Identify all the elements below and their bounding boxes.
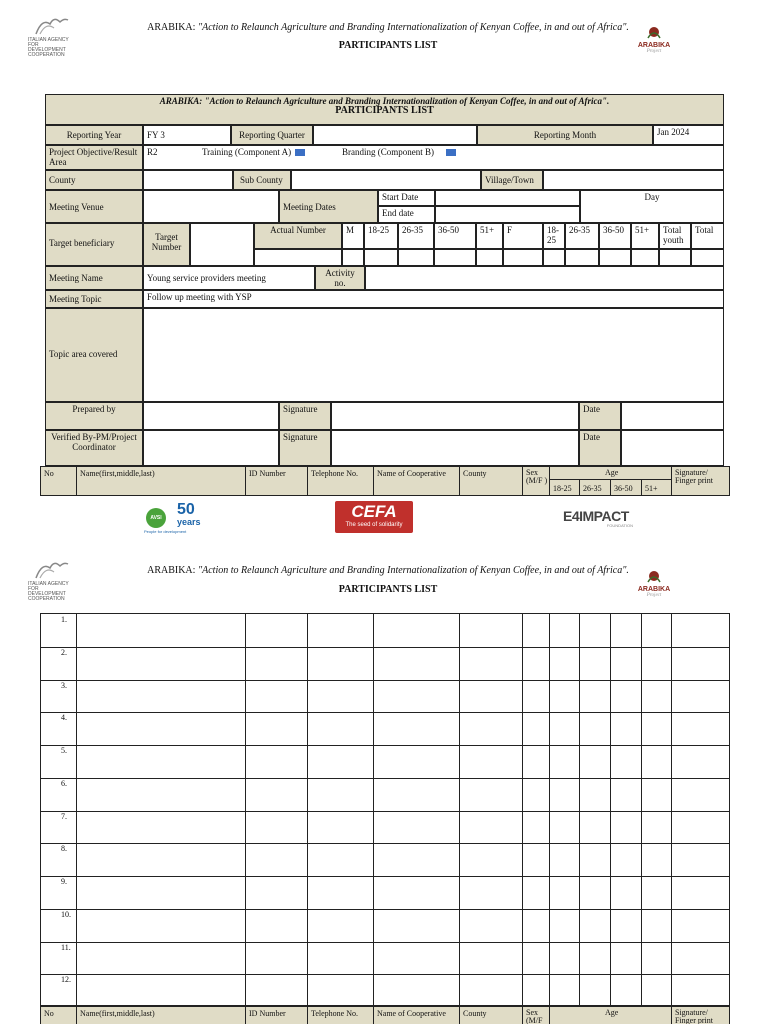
e4impact-name: E4IMPACT (563, 508, 629, 524)
total-field[interactable] (691, 249, 724, 266)
col-age-header: Age (605, 1008, 619, 1017)
col-age-26-35-header: 26-35 (583, 484, 602, 493)
meeting-name-field[interactable]: Young service providers meeting (143, 266, 315, 290)
target-number-field[interactable] (190, 223, 254, 266)
form-subtitle: PARTICIPANTS LIST (335, 105, 434, 116)
row-number: 4. (61, 713, 67, 722)
col-age-18-25-header: 18-25 (553, 484, 572, 493)
end-date-field[interactable] (435, 206, 580, 223)
training-checkbox-icon[interactable] (295, 149, 305, 156)
female-age-26-35-label: 26-35 (565, 223, 599, 249)
branding-checkbox-icon[interactable] (446, 149, 456, 156)
village-field[interactable] (543, 170, 724, 190)
header-title-quote: "Action to Relaunch Agriculture and Branding Internationalization of Kenyan Coffee, in and out of Africa". (197, 22, 629, 33)
total-youth-field[interactable] (659, 249, 691, 266)
male-age-26-35-label: 26-35 (398, 223, 434, 249)
arabika-logo-text: ARABIKA (637, 586, 671, 593)
col-id-header: ID Number (249, 1009, 286, 1018)
col-county-header: County (463, 469, 487, 478)
prepared-signature-field[interactable] (331, 402, 579, 430)
venue-label: Meeting Venue (45, 190, 143, 223)
col-signature-header: Signature/ Finger print (675, 1008, 713, 1024)
topic-area-label: Topic area covered (45, 308, 143, 402)
avsi-years-number: 50 (177, 501, 195, 518)
branding-option[interactable] (342, 147, 456, 157)
aics-logo-page2 (28, 558, 72, 602)
target-number-label: Target Number (143, 223, 190, 266)
row-number: 5. (61, 746, 67, 755)
female-36-50-field[interactable] (599, 249, 631, 266)
col-coop-header: Name of Cooperative (377, 469, 446, 478)
col-county-header: County (463, 1009, 487, 1018)
reporting-year-field[interactable]: FY 3 (143, 125, 231, 145)
female-51-field[interactable] (631, 249, 659, 266)
arabika-logo (632, 24, 676, 56)
meeting-name-label: Meeting Name (45, 266, 143, 290)
col-sex-header: Sex (M/F ) (526, 468, 548, 485)
reporting-month-label: Reporting Month (477, 125, 653, 145)
cefa-tagline: The seed of solidarity (345, 522, 403, 528)
training-option[interactable] (202, 147, 305, 157)
row-number: 8. (61, 844, 67, 853)
reporting-quarter-field[interactable] (313, 125, 477, 145)
header-title-page2 (120, 565, 656, 577)
reporting-quarter-label: Reporting Quarter (231, 125, 313, 145)
female-count-field[interactable] (503, 249, 543, 266)
topic-area-field[interactable] (143, 308, 724, 402)
col-id-header: ID Number (249, 469, 286, 478)
day-label: Day (644, 192, 660, 202)
aics-bird-icon (28, 558, 72, 582)
county-field[interactable] (143, 170, 233, 190)
row-number: 3. (61, 681, 67, 690)
header-subtitle: PARTICIPANTS LIST (338, 40, 438, 51)
aics-logo-text: ITALIAN AGENCY FOR DEVELOPMENT COOPERATION (28, 37, 69, 58)
activity-number-label: Activity no. (315, 266, 365, 290)
col-sex-header: Sex (M/F (526, 1008, 543, 1024)
total-label: Total (691, 223, 724, 249)
header-title-prefix: ARABIKA: (147, 565, 198, 576)
table-row (41, 974, 729, 975)
col-tel-header: Telephone No. (311, 469, 358, 478)
form-title: ARABIKA: "Action to Relaunch Agriculture and Branding Internationalization of Kenyan Coffee, in and out of Africa". (159, 96, 610, 106)
reporting-month-field[interactable]: Jan 2024 (653, 125, 724, 145)
verified-date-label: Date (579, 430, 621, 466)
arabika-logo-sub: Project (646, 593, 662, 598)
objective-row (143, 145, 724, 170)
day-field[interactable] (580, 190, 724, 223)
col-tel-header: Telephone No. (311, 1009, 358, 1018)
table-row (41, 909, 729, 910)
activity-number-field[interactable] (365, 266, 724, 290)
reporting-year-label: Reporting Year (45, 125, 143, 145)
female-age-18-25-label: 18-25 (543, 223, 565, 249)
aics-bird-icon (28, 14, 72, 38)
male-count-field[interactable] (342, 249, 364, 266)
form-header (45, 94, 724, 125)
arabika-logo-text: ARABIKA (637, 42, 671, 49)
total-youth-label: Total youth (659, 223, 691, 249)
male-18-25-field[interactable] (364, 249, 398, 266)
avsi-name: AVSI (150, 515, 162, 521)
participants-table (40, 613, 730, 1006)
header-title (120, 22, 656, 34)
village-label: Village/Town (481, 170, 543, 190)
subcounty-label: Sub County (233, 170, 291, 190)
table-row (41, 942, 729, 943)
col-age-header: Age (605, 468, 619, 477)
col-coop-header: Name of Cooperative (377, 1009, 446, 1018)
female-18-25-field[interactable] (543, 249, 565, 266)
participants-header-row (40, 466, 730, 496)
male-age-18-25-label: 18-25 (364, 223, 398, 249)
col-no-header: No (44, 1009, 54, 1018)
col-name-header: Name(first,middle,last) (80, 1009, 155, 1018)
training-label: Training (Component A) (202, 147, 292, 157)
col-age-51-header: 51+ (645, 484, 658, 493)
table-row (41, 745, 729, 746)
row-number: 10. (61, 910, 71, 919)
verified-date-field[interactable] (621, 430, 724, 466)
male-label: M (342, 223, 364, 249)
coffee-plant-icon (644, 568, 664, 584)
county-label: County (45, 170, 143, 190)
row-number: 6. (61, 779, 67, 788)
male-36-50-field[interactable] (434, 249, 476, 266)
prepared-by-field[interactable] (143, 402, 279, 430)
objective-value[interactable]: R2 (147, 147, 158, 157)
col-name-header: Name(first,middle,last) (80, 469, 155, 478)
table-row (41, 680, 729, 681)
prepared-signature-label: Signature (279, 402, 331, 430)
start-date-label: Start Date (378, 190, 435, 206)
actual-number-label: Actual Number (254, 223, 342, 249)
male-age-51-label: 51+ (476, 223, 503, 249)
end-date-label: End date (378, 206, 435, 223)
row-number: 2. (61, 648, 67, 657)
objective-label: Project Objective/Result Area (45, 145, 143, 170)
female-age-51-label: 51+ (631, 223, 659, 249)
avsi-years-word: years (177, 517, 201, 527)
female-age-36-50-label: 36-50 (599, 223, 631, 249)
male-51-field[interactable] (476, 249, 503, 266)
row-number: 12. (61, 975, 71, 984)
table-row (41, 843, 729, 844)
prepared-by-label: Prepared by (45, 402, 143, 430)
venue-field[interactable] (143, 190, 279, 223)
verified-signature-field[interactable] (331, 430, 579, 466)
table-row (41, 712, 729, 713)
header-subtitle-page2: PARTICIPANTS LIST (338, 584, 438, 595)
branding-label: Branding (Component B) (342, 147, 434, 157)
header-title-quote: "Action to Relaunch Agriculture and Branding Internationalization of Kenyan Coffee, in and out of Africa". (197, 565, 629, 576)
aics-logo-text: ITALIAN AGENCY FOR DEVELOPMENT COOPERATION (28, 581, 69, 602)
col-age-36-50-header: 36-50 (614, 484, 633, 493)
meeting-topic-label: Meeting Topic (45, 290, 143, 308)
row-number: 7. (61, 812, 67, 821)
subcounty-field[interactable] (291, 170, 481, 190)
arabika-logo-page2 (632, 568, 676, 600)
table-row (41, 778, 729, 779)
header-title-prefix: ARABIKA: (147, 22, 198, 33)
table-row (41, 647, 729, 648)
row-number: 9. (61, 877, 67, 886)
female-26-35-field[interactable] (565, 249, 599, 266)
prepared-date-field[interactable] (621, 402, 724, 430)
prepared-date-label: Date (579, 402, 621, 430)
verified-by-field[interactable] (143, 430, 279, 466)
participants-header-row-page2 (40, 1006, 730, 1024)
arabika-logo-sub: Project (646, 49, 662, 54)
avsi-circle-icon (146, 508, 166, 528)
e4impact-logo (563, 509, 645, 529)
row-number: 1. (61, 615, 67, 624)
avsi-tagline: People for development (144, 529, 187, 534)
female-label: F (503, 223, 543, 249)
coffee-plant-icon (644, 24, 664, 40)
verified-signature-label: Signature (279, 430, 331, 466)
male-age-36-50-label: 36-50 (434, 223, 476, 249)
male-26-35-field[interactable] (398, 249, 434, 266)
actual-number-field[interactable] (254, 249, 342, 266)
verified-by-label: Verified By-PM/Project Coordinator (45, 430, 143, 466)
cefa-logo (335, 501, 413, 533)
cefa-name: CEFA (351, 502, 397, 521)
row-number: 11. (61, 943, 71, 952)
table-row (41, 811, 729, 812)
e4impact-sub: FOUNDATION (606, 523, 633, 528)
col-signature-header: Signature/ Finger print (675, 468, 713, 485)
col-no-header: No (44, 469, 54, 478)
meeting-topic-field[interactable]: Follow up meeting with YSP (143, 290, 724, 308)
dates-label: Meeting Dates (279, 190, 378, 223)
target-beneficiary-label: Target beneficiary (45, 223, 143, 266)
aics-logo (28, 14, 72, 58)
table-row (41, 876, 729, 877)
avsi-logo (144, 502, 208, 536)
start-date-field[interactable] (435, 190, 580, 206)
